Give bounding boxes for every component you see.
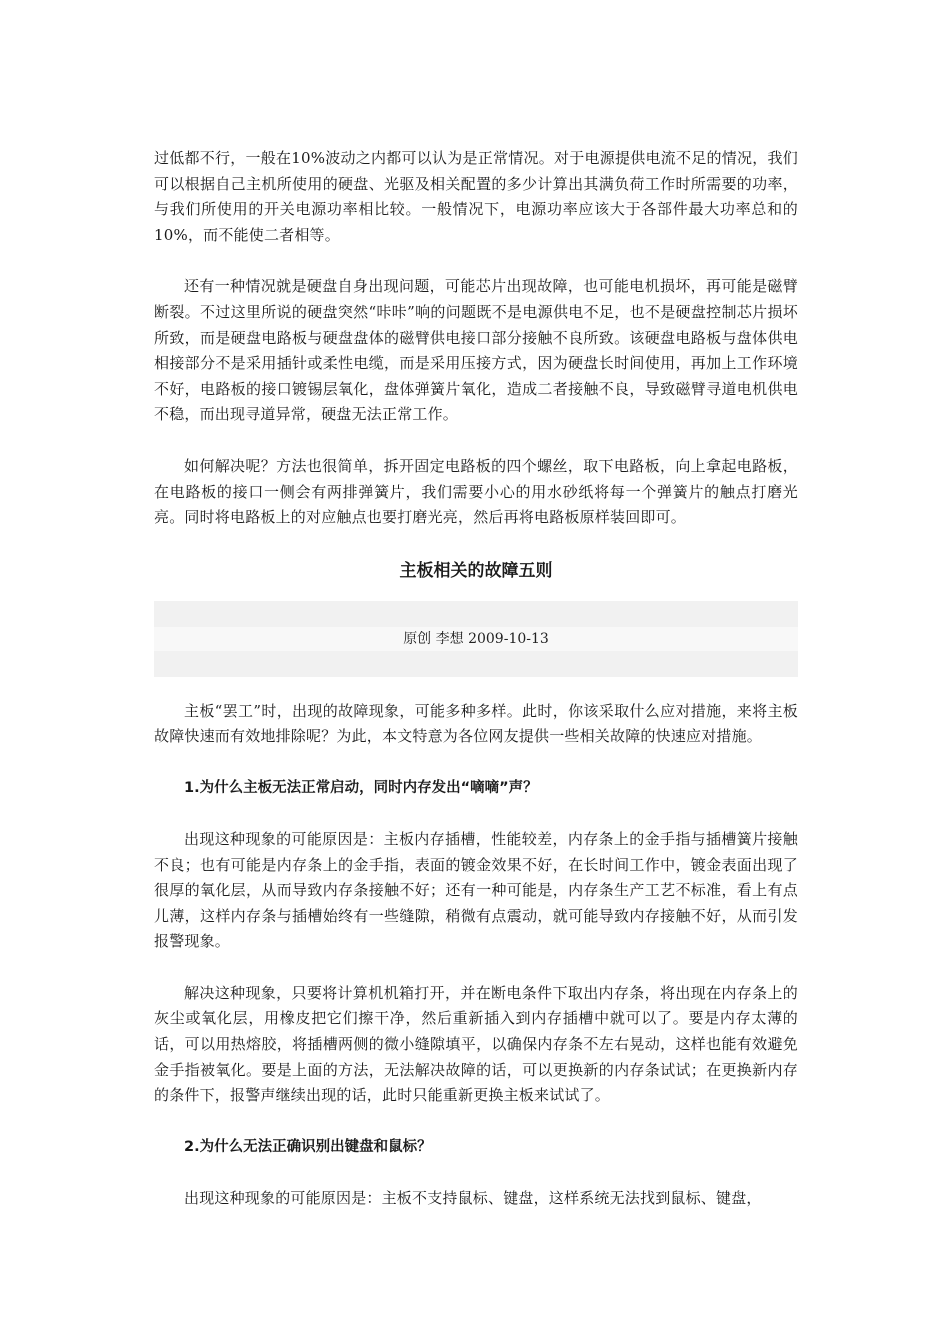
paragraph-hard-disk-issue: 还有一种情况就是硬盘自身出现问题，可能芯片出现故障，也可能电机损坏，再可能是磁臂断裂。不过这里所说的硬盘突然“咔咔”响的问题既不是电源供电不足，也不是硬盘控制芯片损坏所致，而是硬盘电路板与硬盘盘体的磁臂供电接口部分接触不良所致。该硬盘电路板与盘体供电相接部分不是采用插针或柔性电缆，而是采用压接方式，因为硬盘长时间使用，再加上工作环境不好，电路板的接口镀锡层氧化，盘体弹簧片氧化，造成二者接触不良，导致磁臂寻道电机供电不稳，而出现寻道异常，硬盘无法正常工作。 bbox=[154, 277, 798, 424]
article-meta: 原创 李想 2009-10-13 bbox=[403, 630, 549, 647]
paragraph-power-supply: 过低都不行，一般在10%波动之内都可以认为是正常情况。对于电源提供电流不足的情况，我们可以根据自己主机所使用的硬盘、光驱及相关配置的多少计算出其满负荷工作时所需要的功率，与我们所使用的开关电源功率相比较。一般情况下，电源功率应该大于各部件最大功率总和的10%，而不能使二者相等。 bbox=[154, 149, 798, 244]
question-2-cause: 出现这种现象的可能原因是：主板不支持鼠标、键盘，这样系统无法找到鼠标、键盘， bbox=[184, 1188, 762, 1207]
document-page bbox=[154, 146, 798, 1211]
question-1-solution: 解决这种现象，只要将计算机机箱打开，并在断电条件下取出内存条，将出现在内存条上的灰尘或氧化层，用橡皮把它们擦干净，然后重新插入到内存插槽中就可以了。要是内存太薄的话，可以用热熔胶，将插槽两侧的微小缝隙填平，以确保内存条不左右晃动，这样也能有效避免金手指被氧化。要是上面的方法，无法解决故障的话，可以更换新的内存条试试；在更换新内存的条件下，报警声继续出现的话，此时只能重新更换主板来试试了。 bbox=[154, 983, 798, 1105]
question-1-heading: 1.为什么主板无法正常启动，同时内存发出“嘀嘀”声？ bbox=[184, 779, 538, 796]
paragraph-hard-disk-fix: 如何解决呢？方法也很简单，拆开固定电路板的四个螺丝，取下电路板，向上拿起电路板，在电路板的接口一侧会有两排弹簧片，我们需要小心的用水砂纸将每一个弹簧片的触点打磨光亮。同时将电路板上的对应触点也要打磨光亮，然后再将电路板原样装回即可。 bbox=[154, 456, 798, 527]
question-1-cause: 出现这种现象的可能原因是：主板内存插槽，性能较差，内存条上的金手指与插槽簧片接触不良；也有可能是内存条上的金手指，表面的镀金效果不好，在长时间工作中，镀金表面出现了很厚的氧化层，从而导致内存条接触不好；还有一种可能是，内存条生产工艺不标准，看上有点儿薄，这样内存条与插槽始终有一些缝隙，稍微有点震动，就可能导致内存接触不好，从而引发报警现象。 bbox=[154, 829, 798, 951]
article-title: 主板相关的故障五则 bbox=[399, 560, 553, 581]
article-intro: 主板“罢工”时，出现的故障现象，可能多种多样。此时，你该采取什么应对措施，来将主板故障快速而有效地排除呢？为此，本文特意为各位网友提供一些相关故障的快速应对措施。 bbox=[154, 701, 798, 746]
question-2-heading: 2.为什么无法正确识别出键盘和鼠标？ bbox=[184, 1138, 432, 1155]
article-meta-band bbox=[154, 601, 798, 677]
